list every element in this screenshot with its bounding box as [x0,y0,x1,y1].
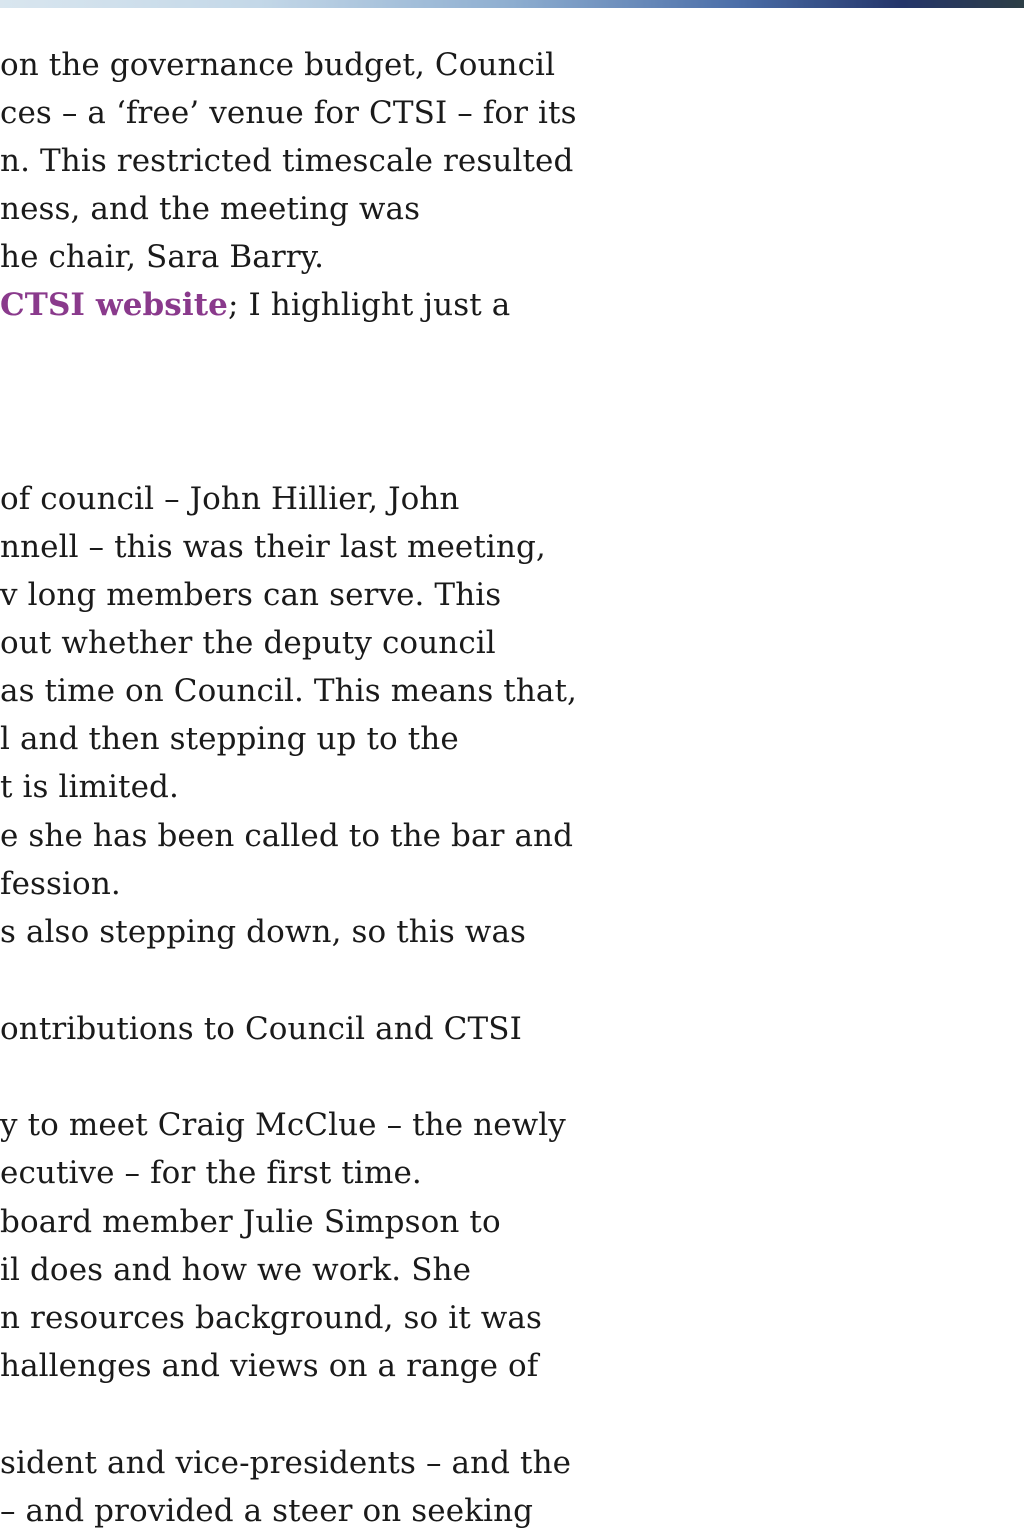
ctsi-website-link[interactable]: CTSI website [0,287,228,323]
text-line: s also stepping down, so this was [0,914,527,950]
text-line: sident and vice-presidents – and the [0,1445,572,1481]
text-line: ness, and the meeting was [0,191,421,227]
text-line: v long members can serve. This [0,577,502,613]
text-line: n resources background, so it was [0,1300,542,1336]
text-line: t is limited. [0,769,179,805]
text-line-with-link [0,285,510,325]
text-line: fession. [0,866,121,902]
text-line: on the governance budget, Council [0,47,556,83]
text-line: as time on Council. This means that, [0,673,577,709]
text-line: board member Julie Simpson to [0,1204,501,1240]
text-line: e she has been called to the bar and [0,818,574,854]
link-suffix: ; I highlight just a [227,287,511,323]
text-line: y to meet Craig McClue – the newly [0,1107,566,1143]
text-line: out whether the deputy council [0,625,496,661]
text-line: ces – a ‘free’ venue for CTSI – for its [0,95,577,131]
text-line: ontributions to Council and CTSI [0,1011,522,1047]
text-line: of council – John Hillier, John [0,481,460,517]
text-line: il does and how we work. She [0,1252,472,1288]
text-line: n. This restricted timescale resulted [0,143,574,179]
text-line: nnell – this was their last meeting, [0,529,546,565]
text-line: – and provided a steer on seeking [0,1493,534,1529]
text-line: he chair, Sara Barry. [0,239,325,275]
text-line: ecutive – for the first time. [0,1155,422,1191]
text-line: l and then stepping up to the [0,721,459,757]
text-line: hallenges and views on a range of [0,1348,539,1384]
